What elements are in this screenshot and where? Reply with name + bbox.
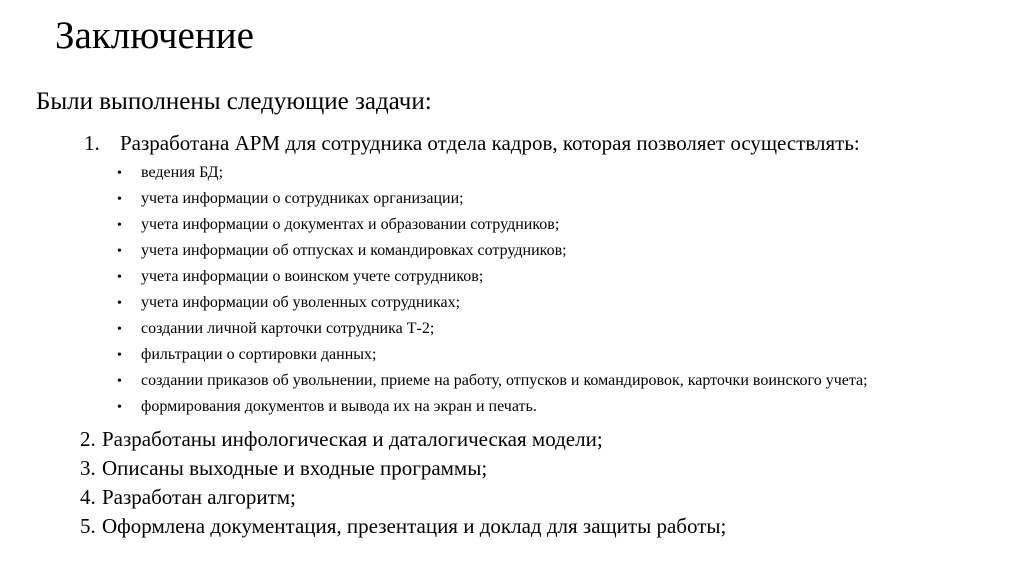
bullet-text: создании личной карточки сотрудника Т-2; [141,320,435,337]
item-number: 4. [80,485,96,509]
bullet-icon: • [117,192,122,207]
bullet-text: учета информации о сотрудниках организации; [141,190,464,207]
bullet-item [117,368,868,394]
item-number: 3. [80,456,96,480]
bullet-icon: • [117,400,122,415]
bullet-icon: • [117,296,122,311]
bullet-item [117,186,868,212]
bullet-item [117,238,868,264]
bullet-text: создании приказов об увольнении, приеме на работу, отпусков и командировок, карточки воинского учета; [141,372,868,389]
numbered-item-1 [84,128,860,158]
bullet-text: учета информации об отпусках и командировках сотрудников; [141,242,567,259]
item-text: Оформлена документация, презентация и доклад для защиты работы; [102,514,727,538]
bullet-text: фильтрации о сортировки данных; [141,346,377,363]
bullet-item [117,212,868,238]
bullet-icon: • [117,348,122,363]
numbered-item-2 [80,425,726,454]
bullet-icon: • [117,166,122,181]
item-text: Описаны выходные и входные программы; [102,456,488,480]
bullet-item [117,264,868,290]
bullet-icon: • [117,244,122,259]
bullet-text: учета информации о документах и образовании сотрудников; [141,216,560,233]
numbered-item-5 [80,512,726,541]
bullet-icon: • [117,218,122,233]
bullet-item [117,316,868,342]
bullet-icon: • [117,322,122,337]
bullet-item [117,160,868,186]
item-text: Разработаны инфологическая и даталогическая модели; [102,427,603,451]
bullet-text: учета информации о воинском учете сотрудников; [141,268,484,285]
slide-title: Заключение [55,14,254,57]
bullet-list [117,160,868,420]
numbered-item-3 [80,454,726,483]
numbered-list [80,425,726,541]
item-number: 5. [80,514,96,538]
numbered-item-4 [80,483,726,512]
bullet-icon: • [117,374,122,389]
item-number: 1. [84,131,100,155]
bullet-text: формирования документов и вывода их на экран и печать. [141,398,537,415]
bullet-text: учета информации об уволенных сотрудниках; [141,294,461,311]
bullet-text: ведения БД; [141,164,224,181]
item-text: Разработана АРМ для сотрудника отдела кадров, которая позволяет осуществлять: [120,131,860,155]
item-text: Разработан алгоритм; [102,485,296,509]
item-number: 2. [80,427,96,451]
bullet-icon: • [117,270,122,285]
bullet-item [117,342,868,368]
intro-text: Были выполнены следующие задачи: [36,88,432,115]
bullet-item [117,394,868,420]
bullet-item [117,290,868,316]
